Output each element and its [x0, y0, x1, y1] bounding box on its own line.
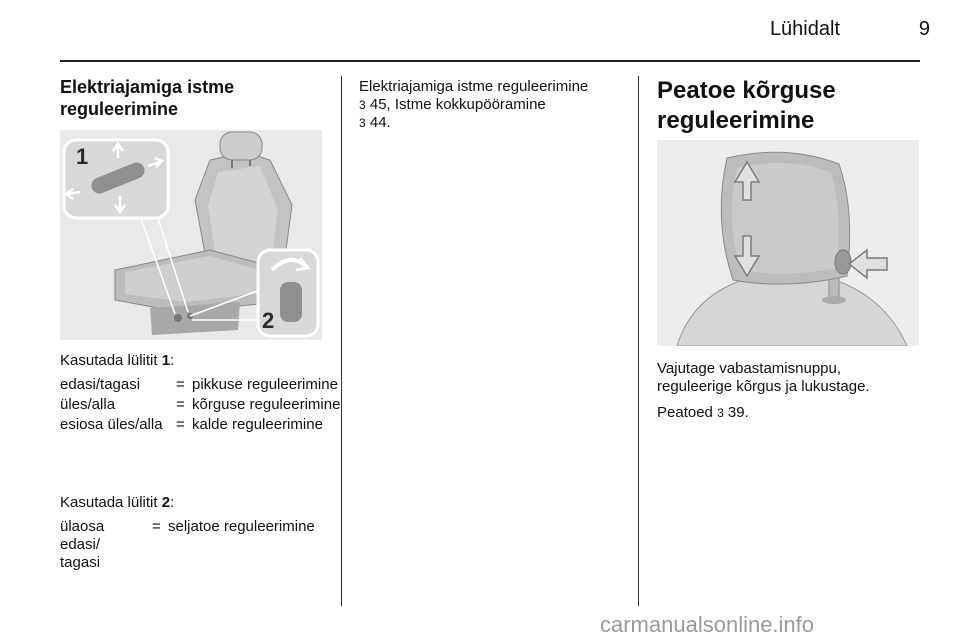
page-ref-icon: 3 — [359, 116, 366, 130]
page-ref-link[interactable]: 39. — [723, 404, 749, 421]
switch-1-intro: Kasutada lülitit 1: — [60, 352, 175, 369]
watermark: carmanualsonline.info — [600, 612, 815, 637]
table-row: ülaosa edasi/ tagasi = seljatoe reguleerimine — [60, 518, 315, 571]
switch-1-number: 1 — [161, 352, 171, 369]
function-label: üles/alla — [60, 396, 116, 413]
function-value: kalde reguleerimine — [192, 416, 323, 433]
function-value: seljatoe reguleerimine — [168, 518, 315, 535]
switch-1-functions-table — [60, 376, 340, 434]
function-value: pikkuse reguleerimine — [192, 376, 338, 393]
switch-2-number: 2 — [161, 494, 171, 511]
table-row: esiosa üles/alla = kalde reguleerimine — [60, 416, 340, 434]
page-number: 9 — [918, 18, 930, 40]
running-header-title: Lühidalt — [769, 18, 840, 40]
function-label: esiosa üles/alla — [60, 416, 163, 433]
page-ref-icon: 3 — [717, 406, 724, 420]
callout-label-1: 1 — [76, 144, 89, 169]
column-divider-1 — [341, 76, 342, 606]
page-ref-link[interactable]: 45, Istme kokkupööramine — [365, 96, 546, 113]
function-label: ülaosa edasi/ tagasi — [60, 518, 105, 571]
continued-text: Elektriajamiga istme reguleerimine 3 45, Istme kokkupööramine 3 44. — [359, 78, 589, 131]
page-ref-link[interactable]: 44. — [365, 114, 391, 131]
table-row: edasi/tagasi = pikkuse reguleerimine — [60, 376, 340, 396]
power-seat-illustration — [60, 130, 322, 340]
header-rule — [60, 60, 920, 62]
switch-2-intro: Kasutada lülitit 2: — [60, 494, 175, 511]
table-row: üles/alla = kõrguse reguleerimine — [60, 396, 340, 416]
switch-2-functions-table — [60, 518, 315, 572]
column-divider-2 — [638, 76, 639, 606]
function-label: edasi/tagasi — [60, 376, 141, 393]
headrest-illustration — [657, 140, 919, 346]
callout-label-2: 2 — [262, 308, 275, 333]
headrest-reference: Peatoed 3 39. — [657, 404, 749, 421]
section-title-power-seat: Elektriajamiga istme reguleerimine — [60, 77, 235, 119]
function-value: kõrguse reguleerimine — [192, 396, 341, 413]
section-title-headrest: Peatoe kõrguse reguleerimine — [657, 77, 836, 134]
page-ref-icon: 3 — [359, 98, 366, 112]
headrest-instructions: Vajutage vabastamisnuppu, reguleerige kõrgus ja lukustage. — [657, 360, 870, 395]
